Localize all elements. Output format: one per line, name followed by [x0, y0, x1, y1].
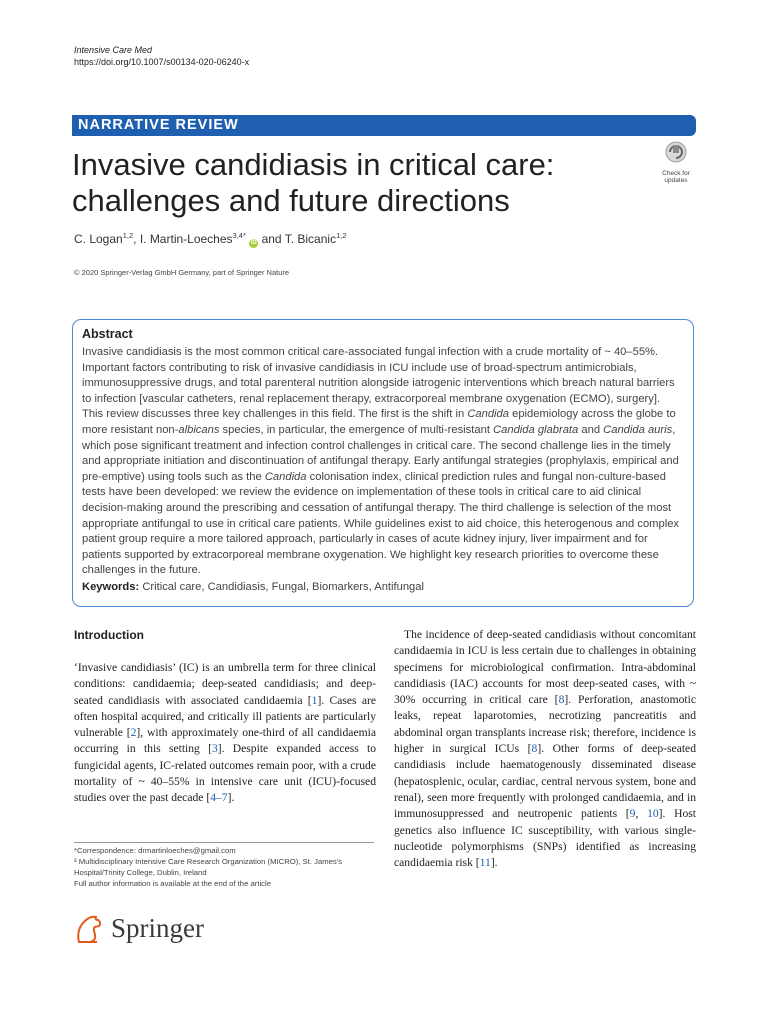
citation-link[interactable]: 1: [311, 693, 318, 707]
check-for-updates-badge[interactable]: [656, 140, 696, 184]
citation-link[interactable]: 8: [531, 742, 538, 756]
springer-horse-icon: [73, 912, 107, 946]
springer-logo: [73, 912, 204, 946]
abstract-heading: Abstract: [82, 327, 133, 341]
copyright-notice: © 2020 Springer-Verlag GmbH Germany, part of Springer Nature: [74, 268, 290, 277]
title-line-2: challenges and future directions: [72, 183, 510, 218]
keywords-list: Critical care, Candidiasis, Fungal, Biomarkers, Antifungal: [142, 580, 424, 593]
intro-column-right: The incidence of deep-seated candidiasis without concomitant candidaemia in ICU is less certain due to challenges in obtaining specimens for microbiological confirmation. Intra-abdominal candidiasis (IAC) accounts for most deep-seated cases, with ~ 30% occurring in critical care [8]. Perforation, anastomotic leaks, repeat laparotomies, necrotizing pancreatitis and abdominal organ transplants increase risk; therefore, incidence is higher in surgical ICUs [8]. Other forms of deep-seated candidiasis include haematogenously disseminated disease (hepatosplenic, ocular, cardiac, central nervous system, bone and renal), seen more frequently with prolonged candidaemia, and in immunosuppressed and neutropenic patients [9, 10]. Host genetics also influence IC susceptibility, with various single-nucleotide polymorphisms (SNPs) identified as increasing candidaemia risk [11].: [394, 628, 697, 870]
author-logan-affil: 1,2: [122, 231, 134, 240]
check-for-updates-icon: [656, 140, 696, 164]
citation-link[interactable]: 2: [130, 726, 137, 740]
author-martin-loeches: I. Martin-Loeches: [139, 232, 233, 246]
citation-link[interactable]: 10: [647, 807, 659, 821]
author-bicanic: and T. Bicanic: [261, 232, 337, 246]
affiliation-note: ³ Multidisciplinary Intensive Care Research Organization (MICRO), St. James's Hospital/Trinity College, Dublin, Ireland: [74, 857, 343, 877]
keywords: [82, 581, 683, 593]
article-type-banner: [72, 115, 696, 136]
citation-link[interactable]: 8: [558, 693, 565, 707]
citation-link[interactable]: 4–7: [210, 791, 228, 805]
springer-wordmark: Springer: [111, 913, 204, 943]
article-title: [72, 147, 632, 219]
author-martin-loeches-affil: 3,4*: [232, 231, 246, 240]
introduction-heading: Introduction: [74, 628, 144, 642]
footnotes: [74, 842, 374, 889]
author-info-note: Full author information is available at the end of the article: [74, 879, 271, 888]
article-type-label: NARRATIVE REVIEW: [78, 117, 239, 133]
abstract-box: [72, 319, 694, 607]
citation-link[interactable]: 11: [479, 856, 491, 870]
journal-header: [74, 44, 249, 68]
citation-link[interactable]: 3: [211, 742, 218, 756]
orcid-icon[interactable]: iD: [250, 240, 257, 246]
title-line-1: Invasive candidiasis in critical care:: [72, 147, 555, 182]
keywords-label: Keywords:: [82, 580, 140, 593]
author-logan: C. Logan: [74, 232, 123, 246]
check-label-line-2: updates: [664, 177, 688, 184]
author-bicanic-affil: 1,2: [336, 231, 347, 240]
doi-link[interactable]: https://doi.org/10.1007/s00134-020-06240-x: [74, 57, 250, 67]
intro-column-left: ‘Invasive candidiasis’ (IC) is an umbrella term for three clinical conditions: candidaemia; deep-seated candidiasis; and deep-seated candidiasis with associated candidaemia [1]. Cases are often hospital acquired, and critically ill patients are particularly vulnerable [2], with approximately one-third of all candidaemia occurring in this setting [3]. Despite expanded access to fungicidal agents, IC-related outcomes remain poor, with a crude mortality of ~ 40–55% in intensive care unit (ICU)-focused studies over the past decade [4–7].: [74, 661, 377, 805]
citation-link[interactable]: 9: [629, 807, 636, 821]
journal-name: Intensive Care Med: [74, 45, 153, 55]
author-list: C. Logan$^{1,2}$, I. Martin-Loeches$^{3,4*}$ iD and T. Bicanic$^{1,2}$: [74, 231, 347, 246]
abstract-text: Invasive candidiasis is the most common critical care-associated fungal infection with a crude mortality of ~ 40–55%. Important factors contributing to risk of invasive candidiasis in ICU include use of broad-spectrum antimicrobials, immunosuppressive drugs, and total parenteral nutrition alongside iatrogenic interventions which breach natural barriers to infection [vascular catheters, renal replacement therapy, extracorporeal membrane oxygenation (ECMO), surgery]. This review discusses three key challenges in this field. The first is the shift in Candida epidemiology across the globe to more resistant non-albicans species, in particular, the emergence of multi-resistant Candida glabrata and Candida auris, which pose significant treatment and infection control challenges in critical care. The second challenge lies in the timely and appropriate initiation and discontinuation of antifungal therapy. Early antifungal strategies (prophylaxis, empirical and pre-emptive) using tools such as the Candida colonisation index, clinical prediction rules and fungal non-culture-based tests have been developed: we review the evidence on implementation of these tools in critical care to aid clinical decision-making around the prescribing and cessation of antifungal therapy. The third challenge is selection of the most appropriate antifungal to use in critical care patients. While guidelines exist to aid choice, this heterogenous and complex patient group require a more tailored approach, particularly in cases of acute kidney injury, liver impairment and for patients supported by extracorporeal membrane oxygenation. We highlight key research priorities to overcome these challenges in the future.: [82, 346, 680, 577]
correspondence-note: *Correspondence: drmartinloeches@gmail.com: [74, 846, 236, 855]
check-label-line-1: Check for: [662, 170, 690, 177]
